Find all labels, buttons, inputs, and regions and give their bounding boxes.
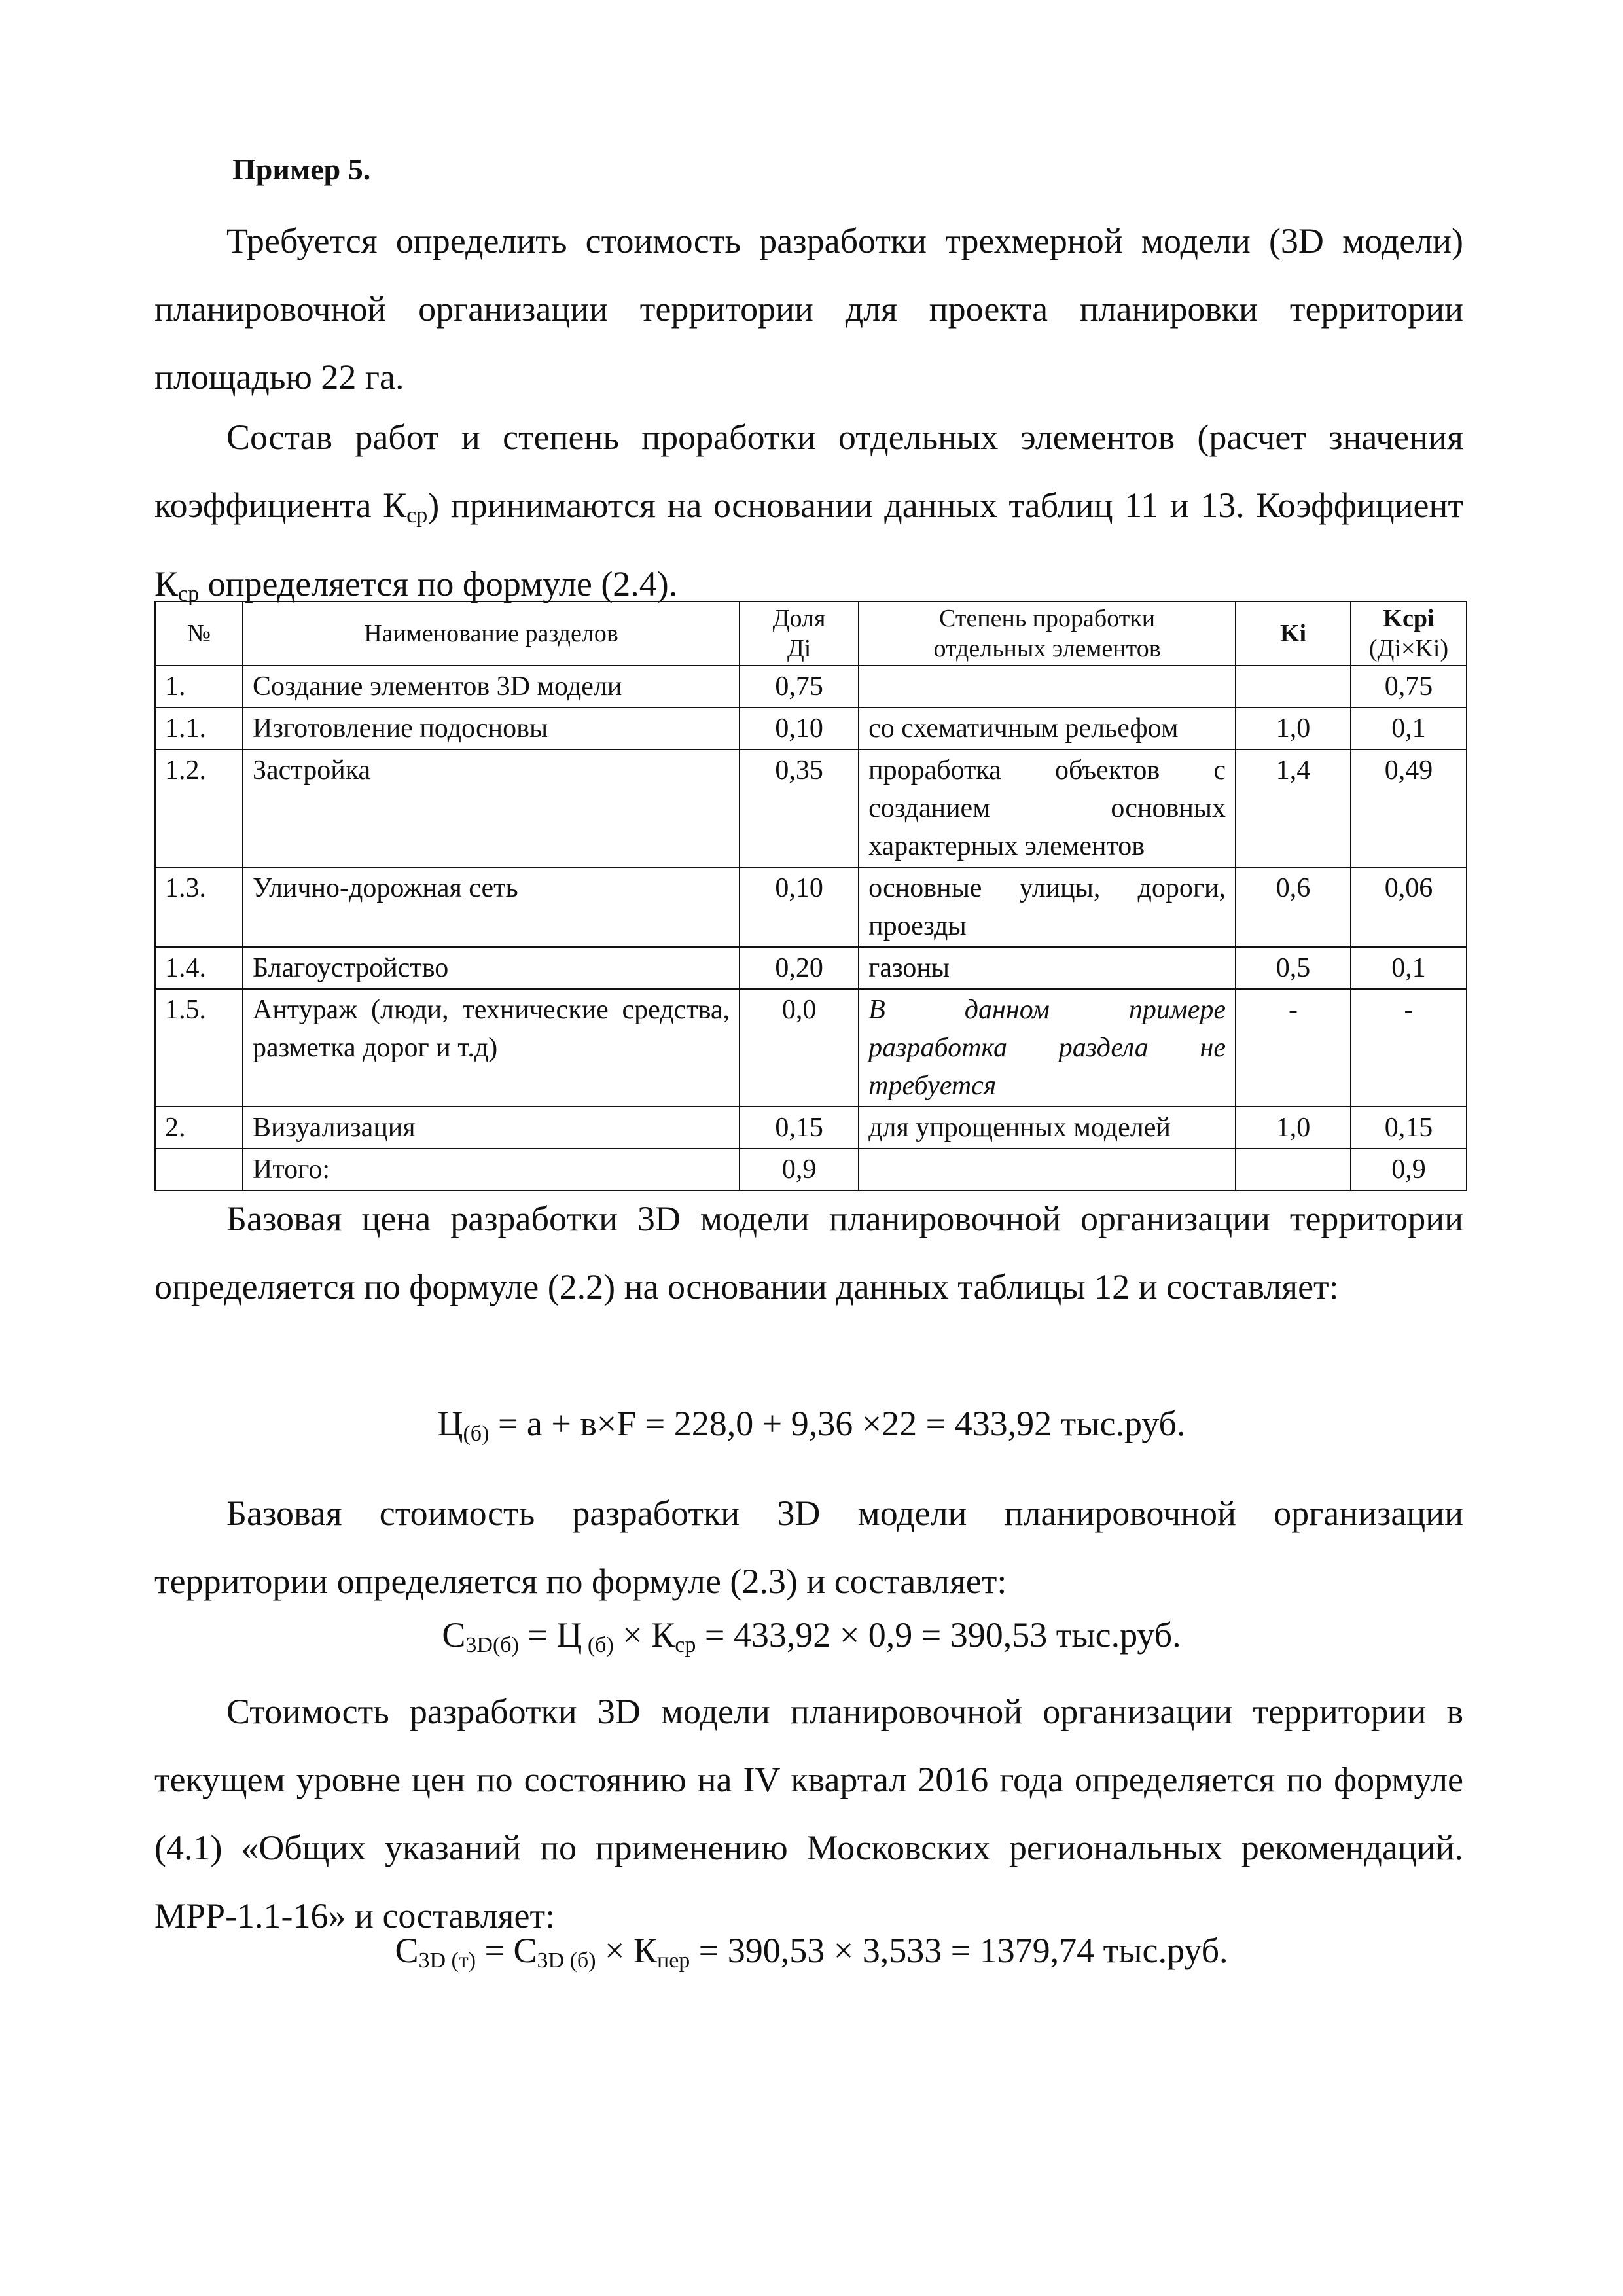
base-cost-paragraph: Базовая стоимость разработки 3D модели планировочной организации территории определяется по формуле (2.3) и составляет:	[154, 1494, 1463, 1601]
table-row	[155, 1107, 1467, 1149]
row-ki	[1236, 666, 1351, 708]
row-ki: 1,0	[1236, 1107, 1351, 1149]
k-sr-subscript-2: ср	[178, 582, 200, 606]
row-degree: для упрощенных моделей	[859, 1107, 1236, 1149]
row-number: 1.2.	[155, 749, 243, 867]
formula3-c2-subscript: 3D (б)	[537, 1948, 596, 1973]
row-degree: со схематичным рельефом	[859, 708, 1236, 749]
row-share: 0,15	[740, 1107, 859, 1149]
row-share: 0,9	[740, 1149, 859, 1191]
table-row	[155, 989, 1467, 1107]
row-number: 1.4.	[155, 947, 243, 989]
base-price-paragraph: Базовая цена разработки 3D модели планировочной организации территории определяется по формуле (2.2) на основании данных таблицы 12 и составляет:	[154, 1199, 1463, 1306]
row-number: 1.5.	[155, 989, 243, 1107]
example-heading: Пример 5.	[232, 152, 371, 186]
header-section-name: Наименование разделов	[243, 601, 740, 666]
row-degree	[859, 666, 1236, 708]
row-share: 0,35	[740, 749, 859, 867]
formula3-eq: = С	[476, 1931, 537, 1970]
formula1-rhs: = а + в×F = 228,0 + 9,36 ×22 = 433,92 тыс.руб.	[489, 1404, 1186, 1443]
formula1-lhs-subscript: (б)	[463, 1422, 490, 1446]
row-section-name: Визуализация	[243, 1107, 740, 1149]
row-number: 2.	[155, 1107, 243, 1149]
row-degree: В данном примере разработка раздела не требуется	[859, 989, 1236, 1107]
header-share-line2: Дi	[787, 635, 812, 662]
row-section-name: Улично-дорожная сеть	[243, 867, 740, 947]
formula2-c-subscript: 3D(б)	[465, 1633, 519, 1657]
table-row	[155, 666, 1467, 708]
row-section-name: Изготовление подосновы	[243, 708, 740, 749]
row-kcr: 0,1	[1351, 947, 1467, 989]
composition-paragraph	[154, 403, 1463, 628]
row-share: 0,75	[740, 666, 859, 708]
current-cost-paragraph: Стоимость разработки 3D модели планировочной организации территории в текущем уровне цен по состоянию на IV квартал 2016 года определяется по формуле (4.1) «Общих указаний по применению Московских региональных рекомендаций. МРР-1.1-16» и составляет:	[154, 1692, 1463, 1935]
row-kcr: 0,1	[1351, 708, 1467, 749]
row-kcr: 0,75	[1351, 666, 1467, 708]
formula1-lhs: Ц	[437, 1404, 463, 1443]
row-number: 1.	[155, 666, 243, 708]
row-kcr: -	[1351, 989, 1467, 1107]
row-number: 1.3.	[155, 867, 243, 947]
base-cost-formula	[0, 1609, 1623, 1672]
row-degree: проработка объектов с созданием основных характерных элементов	[859, 749, 1236, 867]
header-kcr	[1351, 601, 1467, 666]
row-share: 0,10	[740, 708, 859, 749]
header-ki-label: Ki	[1279, 620, 1307, 647]
formula2-ts-subscript: (б)	[582, 1633, 614, 1657]
header-degree-line2: отдельных элементов	[933, 635, 1161, 662]
row-section-name: Антураж (люди, технические средства, разметка дорог и т.д)	[243, 989, 740, 1107]
row-degree: газоны	[859, 947, 1236, 989]
k-sr-subscript-1: ср	[406, 503, 428, 528]
row-section-name: Застройка	[243, 749, 740, 867]
row-ki: 1,0	[1236, 708, 1351, 749]
formula2-k-subscript: ср	[675, 1633, 696, 1657]
formula2-mult: × К	[613, 1615, 675, 1655]
header-degree-line1: Степень проработки	[939, 605, 1156, 632]
header-kcr-line1: Kсрi	[1383, 605, 1435, 632]
row-share: 0,10	[740, 867, 859, 947]
current-cost-formula	[0, 1924, 1623, 1987]
formula2-rest: = 433,92 × 0,9 = 390,53 тыс.руб.	[696, 1615, 1181, 1655]
row-kcr: 0,49	[1351, 749, 1467, 867]
formula3-mult: × К	[596, 1931, 657, 1970]
header-number: №	[155, 601, 243, 666]
table-row	[155, 867, 1467, 947]
row-ki: 0,6	[1236, 867, 1351, 947]
row-ki: -	[1236, 989, 1351, 1107]
row-kcr: 0,06	[1351, 867, 1467, 947]
coefficient-table	[154, 601, 1467, 1191]
header-kcr-line2: (Дi×Ki)	[1368, 635, 1449, 662]
base-price-formula	[0, 1397, 1623, 1460]
formula3-k-subscript: пер	[657, 1948, 690, 1973]
table-row	[155, 708, 1467, 749]
composition-text-3: определяется по формуле (2.4).	[199, 564, 678, 603]
row-section-name: Итого:	[243, 1149, 740, 1191]
header-ki	[1236, 601, 1351, 666]
formula3-rest: = 390,53 × 3,533 = 1379,74 тыс.руб.	[690, 1931, 1228, 1970]
table-header-row	[155, 601, 1467, 666]
row-degree: основные улицы, дороги, проезды	[859, 867, 1236, 947]
header-degree	[859, 601, 1236, 666]
row-section-name: Благоустройство	[243, 947, 740, 989]
composition-text-2: ) принимаются на основании данных таблиц 11 и 13. Коэффициент К	[154, 486, 1464, 603]
table-row	[155, 947, 1467, 989]
row-kcr: 0,15	[1351, 1107, 1467, 1149]
formula3-c-subscript: 3D (т)	[418, 1948, 476, 1973]
row-ki: 0,5	[1236, 947, 1351, 989]
row-section-name: Создание элементов 3D модели	[243, 666, 740, 708]
task-paragraph: Требуется определить стоимость разработки трехмерной модели (3D модели) планировочной организации территории для проекта планировки территории площадью 22 га.	[154, 221, 1463, 397]
header-share-line1: Доля	[772, 605, 826, 632]
row-number: 1.1.	[155, 708, 243, 749]
row-kcr: 0,9	[1351, 1149, 1467, 1191]
header-share	[740, 601, 859, 666]
table-row	[155, 749, 1467, 867]
formula2-c: С	[442, 1615, 466, 1655]
composition-text-1: Состав работ и степень проработки отдельных элементов (расчет значения коэффициента К	[154, 418, 1463, 525]
formula3-c: С	[395, 1931, 419, 1970]
formula2-eq: = Ц	[518, 1615, 582, 1655]
row-ki: 1,4	[1236, 749, 1351, 867]
row-share: 0,20	[740, 947, 859, 989]
row-share: 0,0	[740, 989, 859, 1107]
